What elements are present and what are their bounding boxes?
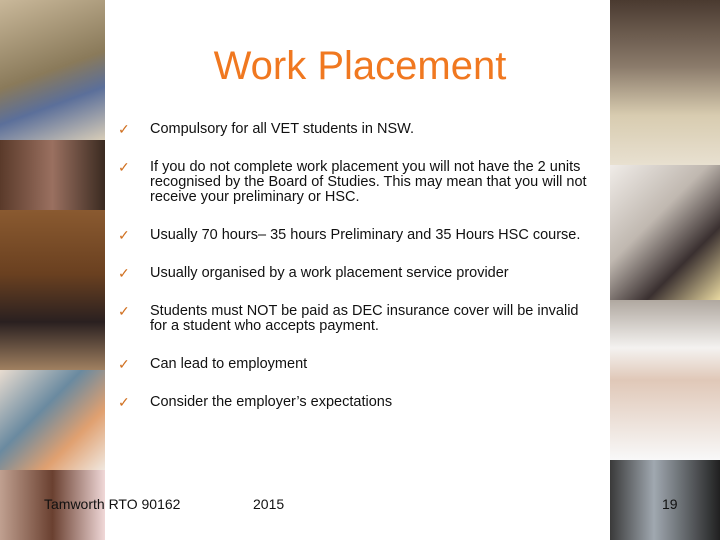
photo-sheep-shearing bbox=[610, 0, 720, 165]
bullet-item bbox=[118, 266, 598, 281]
checkmark-icon: ✓ bbox=[118, 121, 130, 137]
slide-title: Work Placement bbox=[213, 44, 507, 88]
bullet-item bbox=[118, 304, 598, 334]
checkmark-icon: ✓ bbox=[118, 265, 130, 281]
bullet-item bbox=[118, 357, 598, 372]
photo-kitchen-boy bbox=[0, 210, 105, 370]
bullet-item bbox=[118, 395, 598, 410]
checkmark-icon: ✓ bbox=[118, 303, 130, 319]
photo-chef-phone bbox=[610, 165, 720, 300]
bullet-text: If you do not complete work placement you will not have the 2 units recognised by the Board of Studies. This may mean that you will not receive your preliminary or HSC. bbox=[150, 159, 587, 205]
bullet-item bbox=[118, 160, 598, 205]
slide-number: 19 bbox=[662, 496, 678, 512]
bullet-text: Usually organised by a work placement service provider bbox=[150, 265, 509, 281]
photo-girls-laptop bbox=[0, 370, 105, 470]
checkmark-icon: ✓ bbox=[118, 227, 130, 243]
bullet-text: Can lead to employment bbox=[150, 356, 308, 372]
bullet-text: Usually 70 hours– 35 hours Preliminary and 35 Hours HSC course. bbox=[150, 227, 581, 243]
bullet-item bbox=[118, 228, 598, 243]
bullet-text: Compulsory for all VET students in NSW. bbox=[150, 121, 415, 137]
photo-student bbox=[0, 140, 105, 210]
bullet-text: Students must NOT be paid as DEC insurance cover will be invalid for a student who accepts payment. bbox=[150, 303, 579, 334]
bullet-text: Consider the employer’s expectations bbox=[150, 394, 393, 410]
photo-chef-woman bbox=[610, 300, 720, 460]
footer-organisation: Tamworth RTO 90162 bbox=[44, 496, 181, 512]
bullet-item bbox=[118, 122, 598, 137]
checkmark-icon: ✓ bbox=[118, 159, 130, 175]
bullet-list bbox=[118, 122, 598, 410]
footer-year: 2015 bbox=[253, 496, 285, 512]
photo-construction-worker bbox=[0, 0, 105, 140]
checkmark-icon: ✓ bbox=[118, 356, 130, 372]
checkmark-icon: ✓ bbox=[118, 394, 130, 410]
